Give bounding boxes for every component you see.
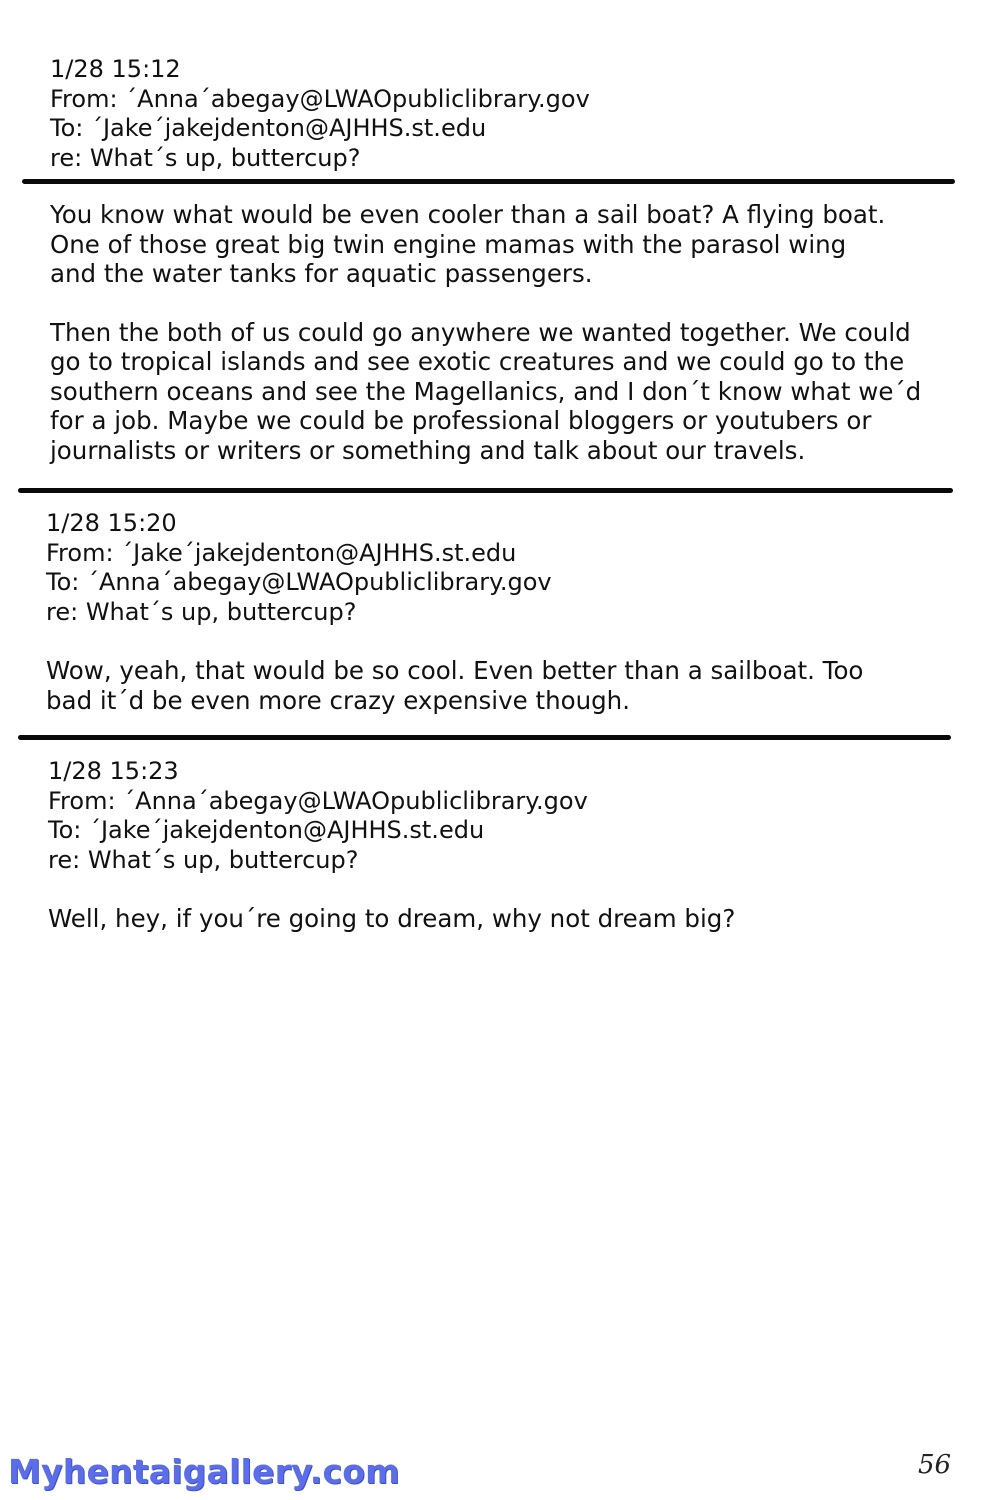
email-header — [48, 757, 1000, 875]
email-to: To: ´Jake´jakejdenton@AJHHS.st.edu — [48, 816, 485, 844]
email-to: To: ´Anna´abegay@LWAOpubliclibrary.gov — [46, 568, 552, 596]
email-header — [46, 509, 1000, 627]
email-paragraph: Well, hey, if you´re going to dream, why not dream big? — [48, 904, 736, 933]
email-from: From: ´Anna´abegay@LWAOpubliclibrary.gov — [50, 84, 590, 113]
email-date: 1/28 15:20 — [46, 509, 177, 537]
email-date: 1/28 15:12 — [50, 55, 181, 83]
email-to: To: ´Jake´jakejdenton@AJHHS.st.edu — [50, 114, 487, 142]
email-subject: re: What´s up, buttercup? — [46, 597, 357, 626]
divider-line — [22, 179, 955, 184]
divider-line — [18, 488, 953, 493]
divider-line — [18, 735, 951, 740]
email-date: 1/28 15:23 — [48, 757, 179, 785]
email-message-3 — [48, 757, 1000, 934]
email-from: From: ´Anna´abegay@LWAOpubliclibrary.gov — [48, 786, 588, 815]
email-paragraph: Then the both of us could go anywhere we wanted together. We could go to tropical islands and see exotic creatures and we could go to the southern oceans and see the Magellanics, and I don´t know what we´d for a job. Maybe we could be professional bloggers or youtubers or journalists or writers or something and talk about our travels. — [50, 317, 922, 465]
email-header — [50, 55, 1000, 173]
email-paragraph: Wow, yeah, that would be so cool. Even better than a sailboat. Too bad it´d be even more crazy expensive though. — [46, 656, 864, 715]
email-subject: re: What´s up, buttercup? — [48, 845, 359, 874]
email-from: From: ´Jake´jakejdenton@AJHHS.st.edu — [46, 538, 517, 567]
watermark: Myhentaigallery.com — [8, 1452, 400, 1491]
page-number: 56 — [918, 1450, 952, 1480]
email-message-1 — [50, 55, 1000, 173]
email-paragraph: You know what would be even cooler than a sail boat? A flying boat. One of those great big twin engine mamas with the parasol wing and the water tanks for aquatic passengers. — [50, 200, 886, 288]
email-message-2 — [46, 509, 1000, 715]
email-body-1 — [50, 200, 1000, 465]
email-subject: re: What´s up, buttercup? — [50, 143, 361, 172]
